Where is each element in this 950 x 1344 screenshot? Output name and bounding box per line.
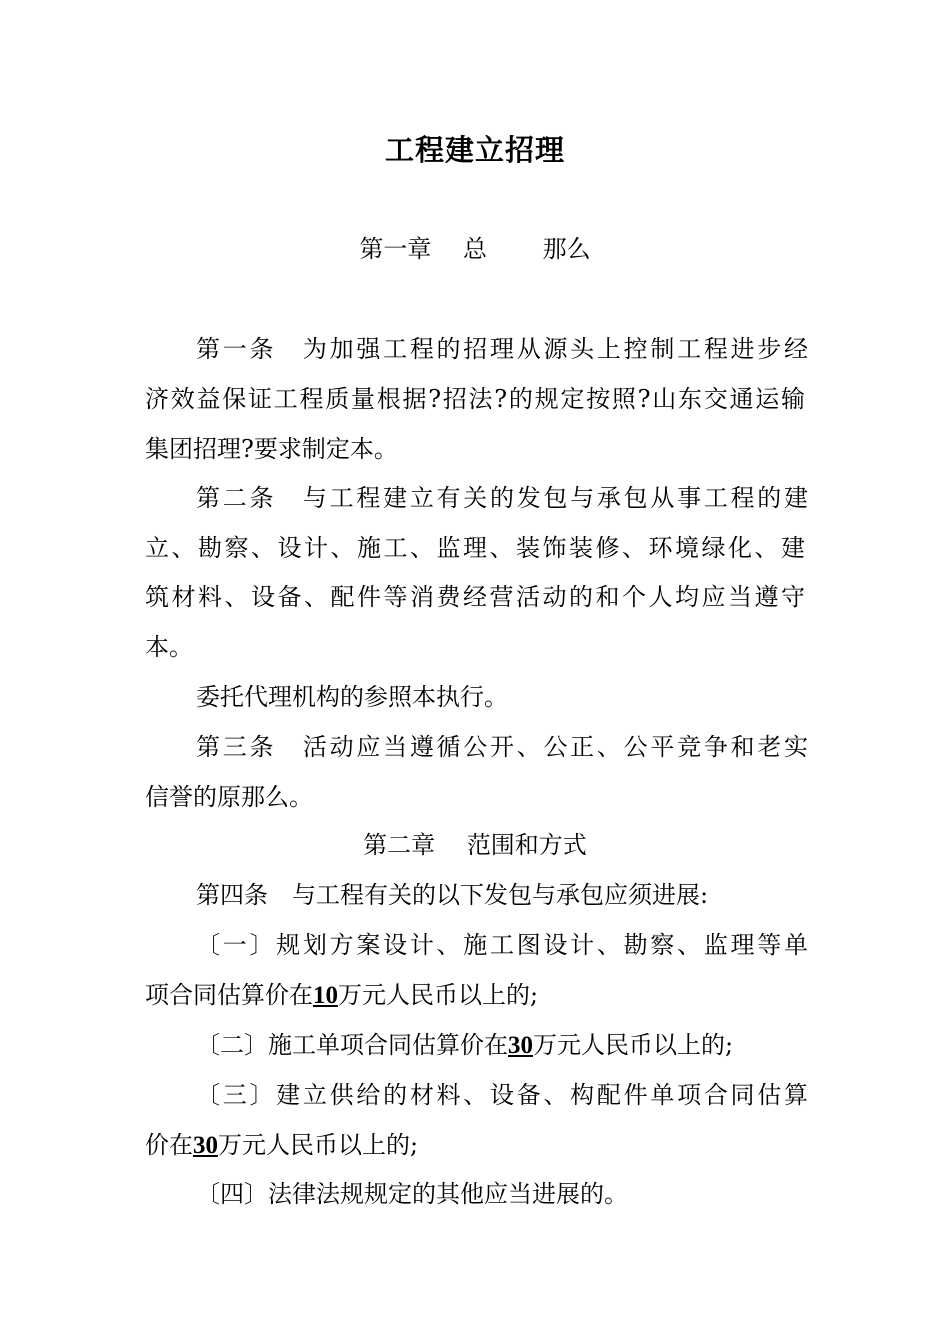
item-2-amount: 30 xyxy=(508,1032,533,1059)
chapter-1-label: 第一章 xyxy=(359,235,432,263)
article-3-line-2: 信誉的原那么。 xyxy=(145,783,313,811)
item-3-line-1: 〔三〕建立供给的材料、设备、构配件单项合同估算 xyxy=(196,1081,808,1109)
chapter-2-heading xyxy=(0,828,950,862)
article-1-line-1: 第一条 为加强工程的招理从源头上控制工程进步经 xyxy=(196,335,808,363)
article-4-line-1: 第四条 与工程有关的以下发包与承包应须进展: xyxy=(196,881,709,909)
item-2-line xyxy=(196,1028,810,1063)
item-2-pre: 〔二〕施工单项合同估算价在 xyxy=(196,1031,508,1059)
chapter-1-heading xyxy=(0,232,950,266)
article-1-line-3: 集团招理?要求制定本。 xyxy=(145,435,398,463)
article-1-line-2: 济效益保证工程质量根据?招法?的规定按照?山东交通运输 xyxy=(145,385,805,413)
item-2-post: 万元人民币以上的; xyxy=(533,1031,734,1059)
item-4-line: 〔四〕法律法规规定的其他应当进展的。 xyxy=(196,1180,628,1208)
document-title: 工程建立招理 xyxy=(384,133,565,167)
item-3-post: 万元人民币以上的; xyxy=(218,1131,419,1159)
item-1-amount: 10 xyxy=(313,982,338,1009)
chapter-1-name-b: 那么 xyxy=(542,235,591,263)
article-2-line-4: 本。 xyxy=(145,633,193,661)
item-1-post: 万元人民币以上的; xyxy=(338,981,539,1009)
agency-clause: 委托代理机构的参照本执行。 xyxy=(196,683,508,711)
chapter-2-name: 范围和方式 xyxy=(466,831,587,859)
item-1-line-1: 〔一〕规划方案设计、施工图设计、勘察、监理等单 xyxy=(196,931,808,959)
article-2-line-1: 第二条 与工程建立有关的发包与承包从事工程的建 xyxy=(196,484,808,512)
chapter-2-label: 第二章 xyxy=(363,831,436,859)
article-2-line-3: 筑材料、设备、配件等消费经营活动的和个人均应当遵守 xyxy=(145,583,805,611)
item-3-pre: 价在 xyxy=(145,1131,193,1159)
article-3-line-1: 第三条 活动应当遵循公开、公正、公平竞争和老实 xyxy=(196,733,808,761)
item-3-line-2 xyxy=(145,1128,810,1163)
item-1-line-2 xyxy=(145,978,810,1013)
article-2-line-2: 立、勘察、设计、施工、监理、装饰装修、环境绿化、建 xyxy=(145,534,805,562)
item-1-pre: 项合同估算价在 xyxy=(145,981,313,1009)
chapter-1-name-a: 总 xyxy=(463,235,487,263)
item-3-amount: 30 xyxy=(193,1132,218,1159)
